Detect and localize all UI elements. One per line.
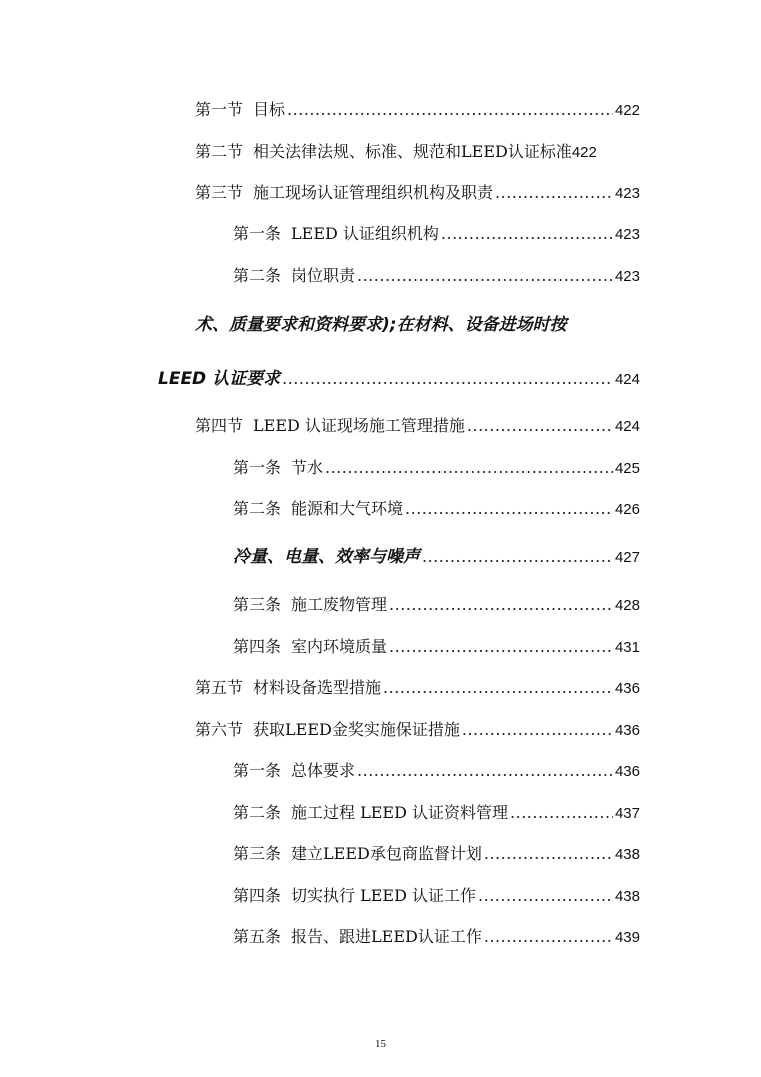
- toc-leader-dots: [405, 498, 613, 520]
- toc-entry-number: 第三条: [233, 844, 282, 863]
- toc-leader-dots: [510, 802, 613, 824]
- toc-entry-page: 436: [614, 680, 640, 697]
- toc-entry-page: 438: [614, 846, 640, 863]
- toc-leader-dots: [357, 760, 613, 782]
- toc-entry-title: 施工过程 LEED 认证资料管理: [291, 803, 509, 822]
- toc-entry-number: 第四条: [233, 886, 282, 905]
- toc-entry[interactable]: [195, 415, 640, 438]
- toc-leader-dots: [422, 546, 613, 568]
- toc-entry-page: 423: [614, 185, 640, 202]
- toc-entry-number: 第五节: [195, 678, 244, 697]
- toc-entry[interactable]: [195, 141, 661, 164]
- toc-entry[interactable]: [195, 99, 640, 122]
- toc-entry[interactable]: [233, 843, 640, 866]
- toc-entry-page: 422: [614, 102, 640, 119]
- toc-entry-number: 第一条: [233, 458, 282, 477]
- toc-entry[interactable]: [233, 594, 640, 617]
- toc-entry-number: 第四节: [195, 416, 244, 435]
- toc-leader-dots: [441, 223, 613, 245]
- toc-leader-dots: [495, 182, 613, 204]
- toc-entry-page: 428: [614, 597, 640, 614]
- toc-leader-dots: [383, 677, 613, 699]
- toc-entry[interactable]: [233, 223, 640, 246]
- toc-entry-page: 423: [614, 268, 640, 285]
- toc-entry-title: 岗位职责: [291, 266, 356, 285]
- toc-entry[interactable]: [233, 546, 640, 569]
- toc-entry-page: 436: [614, 763, 640, 780]
- toc-leader-dots: [282, 368, 613, 390]
- toc-entry[interactable]: [233, 760, 640, 783]
- toc-entry[interactable]: [233, 457, 640, 480]
- toc-entry-title: 相关法律法规、标准、规范和LEED认证标准: [253, 142, 572, 161]
- toc-leader-dots: [357, 265, 613, 287]
- toc-leader-dots: [287, 99, 613, 121]
- toc-entry-page: 426: [614, 501, 640, 518]
- toc-entry-number: 第三条: [233, 595, 282, 614]
- toc-leader-dots: [325, 457, 613, 479]
- toc-entry-number: 第四条: [233, 637, 282, 656]
- toc-entry[interactable]: [195, 677, 640, 700]
- toc-entry[interactable]: [233, 885, 640, 908]
- toc-entry-page: 423: [614, 226, 640, 243]
- toc-entry[interactable]: [233, 265, 640, 288]
- toc-entry-page: 424: [614, 371, 640, 388]
- toc-entry-number: 第二条: [233, 499, 282, 518]
- toc-entry-title: 节水: [291, 458, 324, 477]
- toc-entry-title: LEED 认证组织机构: [291, 224, 439, 243]
- toc-leader-dots: [462, 719, 613, 741]
- toc-entry-title: 能源和大气环境: [291, 499, 404, 518]
- toc-entry-page: 437: [614, 805, 640, 822]
- toc-entry-title: 术、质量要求和资料要求);在材料、设备进场时按: [195, 315, 567, 335]
- toc-entry-number: 第一节: [195, 100, 244, 119]
- toc-entry-title: 报告、跟进LEED认证工作: [291, 927, 482, 946]
- toc-entry-page: 438: [614, 888, 640, 905]
- toc-entry-number: 第二条: [233, 803, 282, 822]
- toc-leader-dots: [389, 594, 613, 616]
- toc-entry-page: 422: [571, 144, 597, 161]
- toc-entry[interactable]: [233, 926, 640, 949]
- toc-entry-number: 第二条: [233, 266, 282, 285]
- page-number: 15: [375, 1038, 386, 1050]
- toc-entry-page: 425: [614, 460, 640, 477]
- toc-entry[interactable]: [195, 719, 640, 742]
- toc-entry-title: LEED 认证现场施工管理措施: [253, 416, 465, 435]
- toc-entry[interactable]: [233, 498, 640, 521]
- toc-leader-dots: [389, 636, 613, 658]
- toc-entry-title: 总体要求: [291, 761, 356, 780]
- toc-entry[interactable]: [233, 802, 640, 825]
- toc-entry-title: 建立LEED承包商监督计划: [291, 844, 482, 863]
- toc-entry-title: 冷量、电量、效率与噪声: [233, 547, 420, 567]
- toc-entry-number: 第二节: [195, 142, 244, 161]
- toc-entry-title: 获取LEED金奖实施保证措施: [253, 720, 460, 739]
- toc-entry-page: 439: [614, 929, 640, 946]
- toc-entry-title: 施工现场认证管理组织机构及职责: [253, 183, 494, 202]
- toc-entry-title: 切实执行 LEED 认证工作: [291, 886, 477, 905]
- toc-entry-title: 材料设备选型措施: [253, 678, 382, 697]
- toc-entry-title: 目标: [253, 100, 286, 119]
- toc-leader-dots: [467, 415, 613, 437]
- toc-entry[interactable]: [195, 182, 640, 205]
- toc-leader-dots: [478, 885, 613, 907]
- toc-entry[interactable]: [233, 636, 640, 659]
- toc-leader-dots: [484, 843, 613, 865]
- toc-entry-page: 424: [614, 418, 640, 435]
- toc-heading-fragment: [195, 314, 640, 336]
- toc-entry-number: 第五条: [233, 927, 282, 946]
- toc-entry-page: 427: [614, 549, 640, 566]
- toc-entry-page: 431: [614, 639, 640, 656]
- toc-entry-number: 第一条: [233, 224, 282, 243]
- toc-entry-number: 第六节: [195, 720, 244, 739]
- toc-entry-number: 第一条: [233, 761, 282, 780]
- toc-leader-dots: [484, 926, 613, 948]
- toc-entry-title: LEED 认证要求: [158, 369, 281, 389]
- toc-entry[interactable]: [158, 368, 640, 391]
- toc-entry-title: 施工废物管理: [291, 595, 388, 614]
- toc-entry-title: 室内环境质量: [291, 637, 388, 656]
- toc-entry-page: 436: [614, 722, 640, 739]
- toc-entry-number: 第三节: [195, 183, 244, 202]
